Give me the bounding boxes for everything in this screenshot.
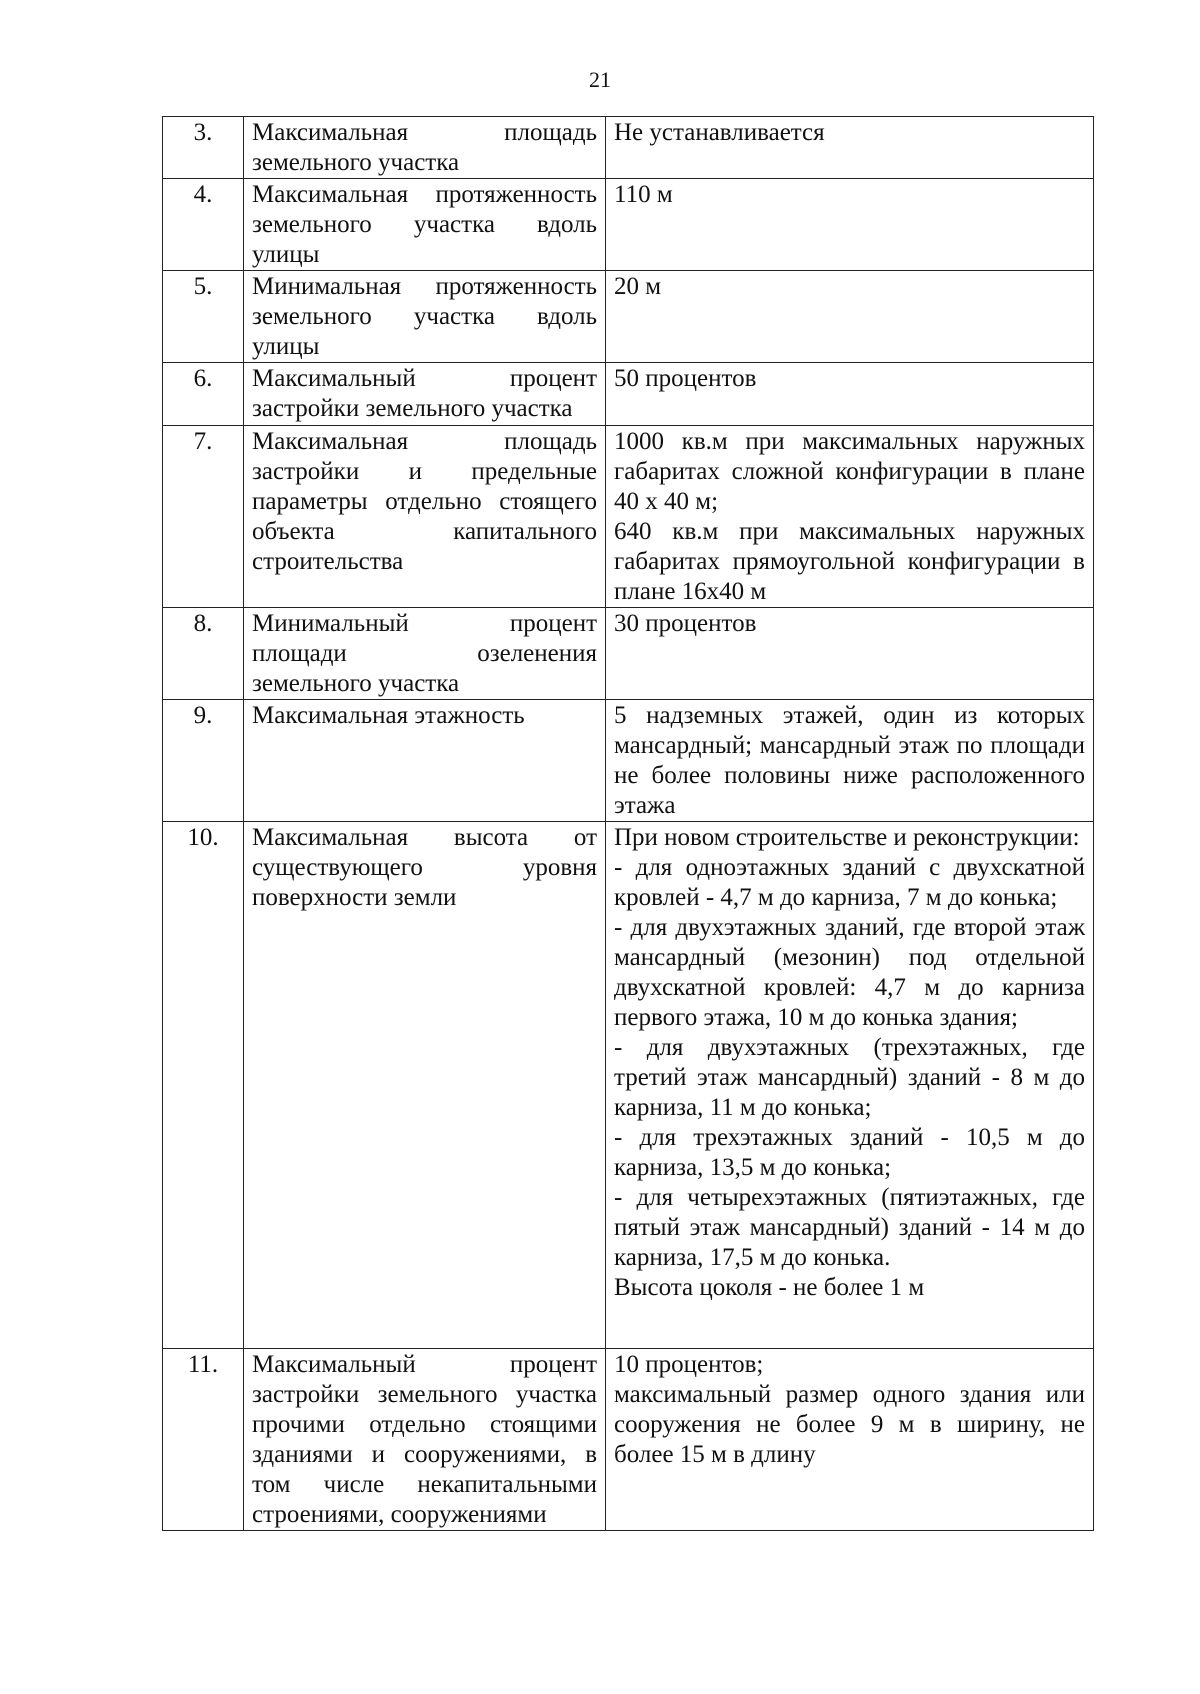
- parameter-name-line: Максимальная высота от существующего уровня поверхности земли: [252, 824, 597, 911]
- parameter-value-line: 1000 кв.м при максимальных наружных габаритах сложной конфигурации в плане 40 х 40 м;: [614, 428, 1085, 515]
- parameter-value-line: Не устанавливается: [614, 119, 825, 146]
- parameter-value-line: 50 процентов: [614, 365, 757, 392]
- parameter-value: [606, 363, 1094, 426]
- parameter-value-line: - для трехэтажных зданий - 10,5 м до карниза, 13,5 м до конька;: [614, 1124, 1085, 1181]
- parameter-name: [244, 179, 606, 271]
- row-number: 6.: [163, 363, 244, 426]
- table-row: [163, 426, 1094, 608]
- parameter-value: [606, 822, 1094, 1349]
- row-number: 10.: [163, 822, 244, 1349]
- parameter-value-line: - для двухэтажных зданий, где второй этаж мансардный (мезонин) под отдельной двухскатной кровлей: 4,7 м до карниза первого этажа, 10 м до конька здания;: [614, 914, 1085, 1031]
- parameter-value: [606, 117, 1094, 179]
- parameter-value-line: 20 м: [614, 273, 662, 300]
- parameter-value-line: максимальный размер одного здания или сооружения не более 9 м в ширину, не более 15 м в длину: [614, 1381, 1085, 1468]
- parameter-value-line: При новом строительстве и реконструкции:: [614, 824, 1080, 851]
- parameter-value-line: - для четырехэтажных (пятиэтажных, где пятый этаж мансардный) зданий - 14 м до карниза, 17,5 м до конька.: [614, 1184, 1085, 1271]
- row-number: 8.: [163, 608, 244, 700]
- parameter-value-line: 110 м: [614, 181, 673, 208]
- parameters-table-body: [163, 117, 1094, 1531]
- parameter-name-line: Максимальный процент застройки земельного участка прочими отдельно стоящими зданиями и сооружениями, в том числе некапитальными строениями, сооружениями: [252, 1351, 597, 1528]
- parameter-name: [244, 700, 606, 822]
- parameter-name-line: Максимальная площадь земельного участка: [252, 119, 597, 176]
- row-number: 3.: [163, 117, 244, 179]
- parameter-value: [606, 1349, 1094, 1531]
- parameter-value-line: 5 надземных этажей, один из которых мансардный; мансардный этаж по площади не более половины ниже расположенного этажа: [614, 702, 1085, 819]
- parameter-name-line: Максимальный процент застройки земельного участка: [252, 365, 597, 422]
- parameter-value: [606, 700, 1094, 822]
- table-row: [163, 700, 1094, 822]
- row-number: 4.: [163, 179, 244, 271]
- parameter-value-line: - для одноэтажных зданий с двухскатной кровлей - 4,7 м до карниза, 7 м до конька;: [614, 854, 1085, 911]
- row-number: 11.: [163, 1349, 244, 1531]
- parameter-name-line: Максимальная этажность: [252, 702, 525, 729]
- parameter-name-line: Минимальная протяженность земельного участка вдоль улицы: [252, 273, 597, 360]
- parameter-name: [244, 608, 606, 700]
- parameter-name-line: Минимальный процент площади озеленения земельного участка: [252, 610, 597, 697]
- parameter-name: [244, 117, 606, 179]
- table-row: [163, 363, 1094, 426]
- table-row: [163, 117, 1094, 179]
- parameter-value-line: 640 кв.м при максимальных наружных габаритах прямоугольной конфигурации в плане 16х40 м: [614, 518, 1085, 605]
- parameter-value-line: 10 процентов;: [614, 1351, 764, 1378]
- parameter-value-line: - для двухэтажных (трехэтажных, где третий этаж мансардный) зданий - 8 м до карниза, 11 м до конька;: [614, 1034, 1085, 1121]
- parameter-value: [606, 608, 1094, 700]
- parameter-value: [606, 271, 1094, 363]
- parameter-name: [244, 426, 606, 608]
- parameter-name: [244, 271, 606, 363]
- parameter-name: [244, 363, 606, 426]
- table-row: [163, 1349, 1094, 1531]
- table-row: [163, 822, 1094, 1349]
- table-row: [163, 179, 1094, 271]
- parameter-value-line: Высота цоколя - не более 1 м: [614, 1274, 925, 1301]
- parameter-value: [606, 179, 1094, 271]
- row-number: 7.: [163, 426, 244, 608]
- page-number: 21: [589, 67, 611, 92]
- parameter-name-line: Максимальная площадь застройки и предельные параметры отдельно стоящего объекта капитального строительства: [252, 428, 597, 575]
- parameter-name: [244, 822, 606, 1349]
- parameter-name: [244, 1349, 606, 1531]
- parameter-value: [606, 426, 1094, 608]
- parameter-name-line: Максимальная протяженность земельного участка вдоль улицы: [252, 181, 597, 268]
- parameters-table: [162, 116, 1094, 1531]
- table-row: [163, 271, 1094, 363]
- parameter-value-line: 30 процентов: [614, 610, 757, 637]
- table-row: [163, 608, 1094, 700]
- row-number: 9.: [163, 700, 244, 822]
- row-number: 5.: [163, 271, 244, 363]
